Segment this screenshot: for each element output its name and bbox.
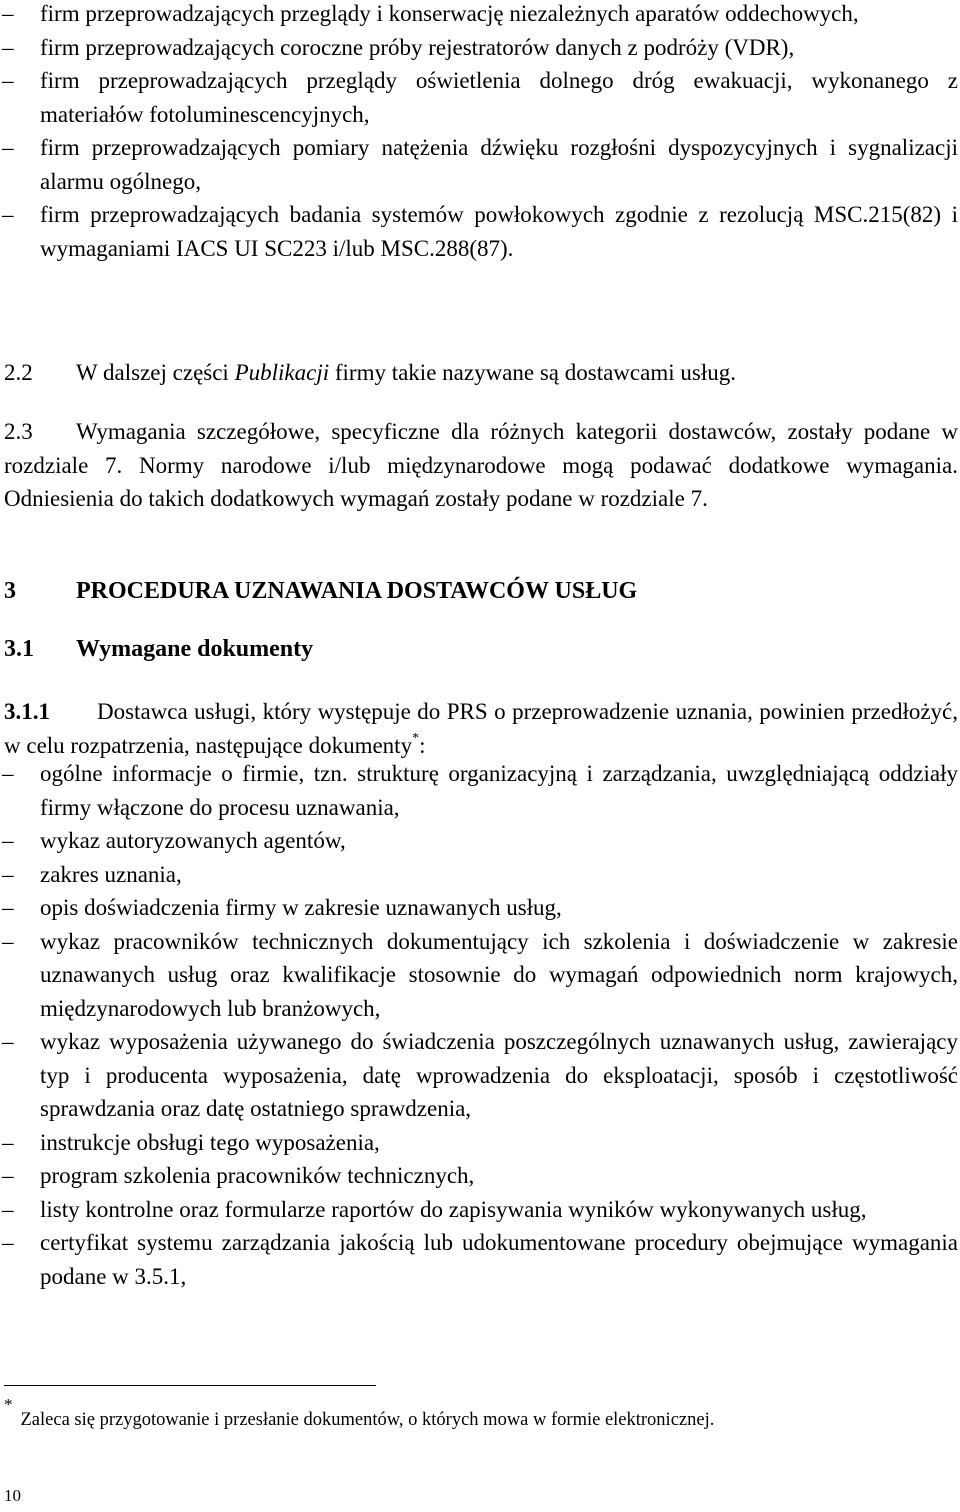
paragraph-number: 2.2 [4,360,33,385]
list-item [0,858,958,892]
dash-bullet: – [2,68,14,93]
list-item-text: firm przeprowadzających przeglądy i konserwację niezależnych aparatów oddechowych, [40,1,859,26]
list-item-text: certyfikat systemu zarządzania jakością lub udokumentowane procedury obejmujące wymagania podane w 3.5.1, [40,1230,958,1289]
heading-title: Wymagane dokumenty [76,636,314,662]
list-item [0,1025,958,1126]
list-item [0,824,958,858]
dash-bullet: – [2,1,14,26]
list-item [0,131,958,198]
dash-bullet: – [2,1129,14,1155]
publication-term: Publikacji [234,360,330,385]
required-documents-list [0,757,958,1293]
list-item-text: wykaz autoryzowanych agentów, [40,828,346,853]
footnote-separator [4,1385,376,1386]
dash-bullet: – [2,895,14,920]
dash-bullet: – [2,135,14,160]
list-item [0,0,958,31]
dash-bullet: – [2,34,14,60]
page-number: 10 [4,1486,21,1505]
list-item [0,31,958,65]
paragraph-number: 2.3 [4,419,33,444]
chapter-heading [4,578,637,605]
dash-bullet: – [2,928,14,954]
list-item-text: firm przeprowadzających badania systemów powłokowych zgodnie z rezolucją MSC.215(82) i wymaganiami IACS UI SC223 i/lub MSC.288(87). [40,202,958,261]
list-item-text: wykaz wyposażenia używanego do świadczenia poszczególnych uznawanych usług, zawierający typ i producenta wyposażenia, datę wprowadzenia do eksploatacji, sposób i częstotliwość sprawdzania oraz datę ostatniego sprawdzenia, [40,1029,958,1121]
list-item [0,1193,958,1227]
paragraph-2-3 [4,415,958,516]
list-item-text: wykaz pracowników technicznych dokumentujący ich szkolenia i doświadczenie w zakresie uznawanych usług oraz kwalifikacje stosownie do wymagań odpowiednich norm krajowych, międzynarodowych lub branżowych, [40,928,958,1021]
heading-title: PROCEDURA UZNAWANIA DOSTAWCÓW USŁUG [76,578,638,604]
footnote [4,1395,715,1430]
dash-bullet: – [2,1163,14,1188]
service-firms-list [0,0,958,265]
footnote-mark: * [4,1395,13,1414]
list-item [0,925,958,1026]
dash-bullet: – [2,1230,14,1255]
paragraph-number: 3.1.1 [4,699,50,724]
paragraph-3-1-1 [4,695,958,762]
heading-number: 3.1 [4,636,34,662]
paragraph-text: Dostawca usługi, który występuje do PRS o przeprowadzenie uznania, powinien przedłożyć, w celu rozpatrzenia, następujące dokumenty [4,699,958,758]
heading-number: 3 [4,578,16,604]
list-item-text: listy kontrolne oraz formularze raportów do zapisywania wyników wykonywanych usług, [40,1196,867,1222]
section-heading [4,636,313,663]
list-item-text: ogólne informacje o firmie, tzn. strukturę organizacyjną i zarządzania, uwzględniającą oddziały firmy włączone do procesu uznawania, [40,761,958,820]
list-item [0,757,958,824]
list-item-text: firm przeprowadzających coroczne próby rejestratorów danych z podróży (VDR), [40,34,795,60]
list-item [0,198,958,265]
dash-bullet: – [2,202,14,227]
paragraph-text-end: : [419,732,426,758]
footnote-text: Zaleca się przygotowanie i przesłanie dokumentów, o których mowa w formie elektronicznej. [20,1410,715,1430]
list-item-text: program szkolenia pracowników technicznych, [40,1163,475,1188]
list-item-text: zakres uznania, [40,861,182,887]
list-item [0,1159,958,1193]
dash-bullet: – [2,828,14,853]
list-item [0,1226,958,1293]
dash-bullet: – [2,1029,14,1054]
paragraph-text: Wymagania szczegółowe, specyficzne dla różnych kategorii dostawców, zostały podane w rozdziale 7. Normy narodowe i/lub międzynarodowe mogą podawać dodatkowe wymagania. Odniesienia do takich dodatkowych wymagań zostały podane w rozdziale 7. [4,419,958,511]
footnote-reference[interactable]: * [412,730,420,746]
list-item-text: instrukcje obsługi tego wyposażenia, [40,1129,380,1155]
dash-bullet: – [2,861,14,887]
list-item [0,64,958,131]
dash-bullet: – [2,761,14,786]
dash-bullet: – [2,1196,14,1222]
paragraph-text-end: firmy takie nazywane są dostawcami usług. [329,360,736,385]
list-item-text: opis doświadczenia firmy w zakresie uznawanych usług, [40,895,562,920]
list-item [0,891,958,925]
list-item [0,1126,958,1160]
paragraph-2-2 [4,356,958,390]
list-item-text: firm przeprowadzających przeglądy oświetlenia dolnego dróg ewakuacji, wykonanego z materiałów fotoluminescencyjnych, [40,68,958,127]
paragraph-text: W dalszej części [76,360,235,385]
list-item-text: firm przeprowadzających pomiary natężenia dźwięku rozgłośni dyspozycyjnych i sygnalizacji alarmu ogólnego, [40,135,958,194]
